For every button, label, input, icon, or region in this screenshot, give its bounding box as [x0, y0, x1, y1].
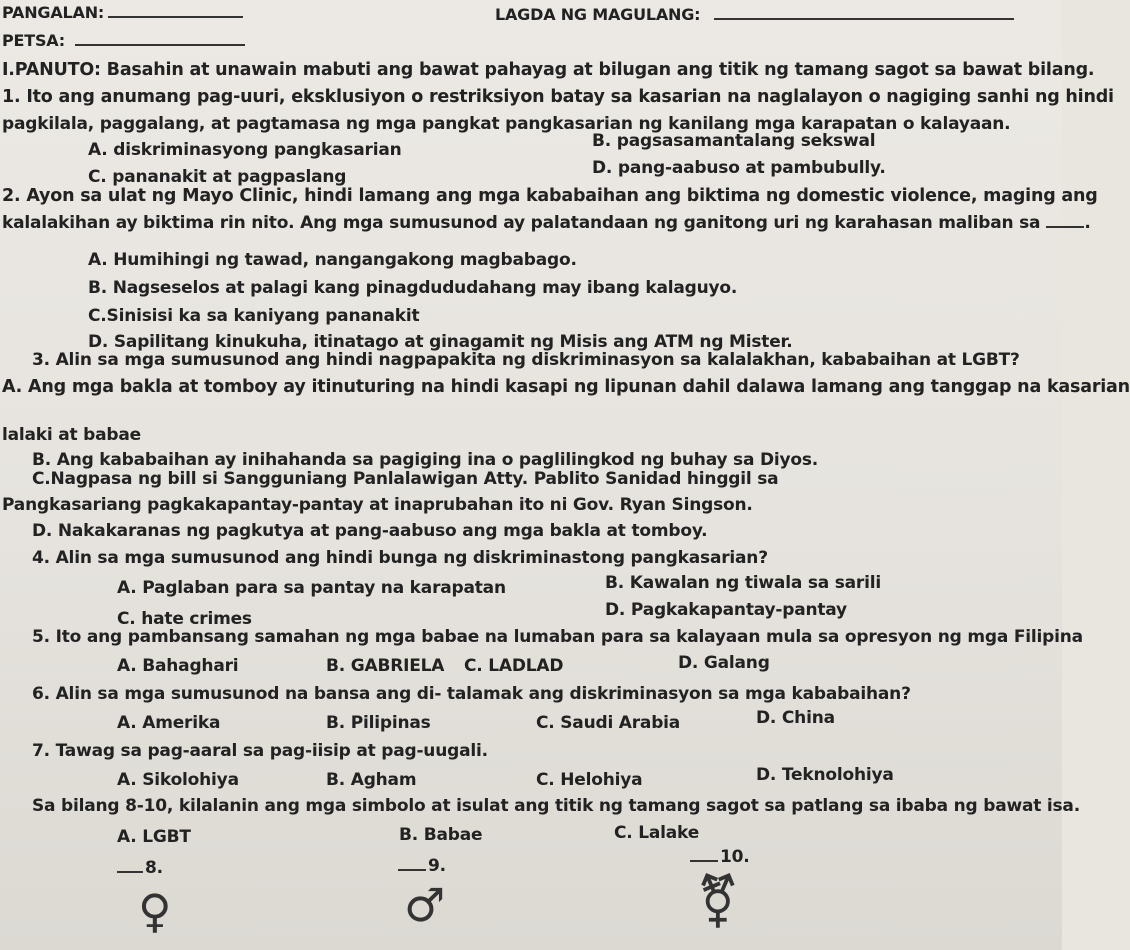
q1-option-d[interactable]: D. pang-aabuso at pambubully. [592, 158, 886, 178]
q1-stem-line2: pagkilala, paggalang, at pagtamasa ng mga pangkat pangkasarian ng kanilang mga karapatan o kalayaan. [2, 114, 1011, 134]
q6-option-d[interactable]: D. China [756, 708, 835, 728]
transgender-symbol-icon: ⚧ [696, 872, 740, 932]
q6-option-a[interactable]: A. Amerika [117, 713, 221, 733]
item-10: 10. [690, 846, 750, 867]
q3-option-a-line2[interactable]: lalaki at babae [2, 425, 141, 445]
q4-option-b[interactable]: B. Kawalan ng tiwala sa sarili [605, 573, 881, 593]
choice-c: C. Lalake [614, 823, 700, 843]
q4-option-c[interactable]: C. hate crimes [117, 609, 252, 629]
q1-option-b[interactable]: B. pagsasamantalang sekswal [592, 131, 876, 151]
q2-answer-blank[interactable] [1046, 212, 1084, 228]
petsa-label: PETSA: [2, 30, 245, 51]
q1-stem-line1: 1. Ito ang anumang pag-uuri, eksklusiyon o restriksiyon batay sa kasarian na naglalayon o nagiging sanhi ng hindi [2, 87, 1114, 107]
q3-stem: 3. Alin sa mga sumusunod ang hindi nagpapakita ng diskriminasyon sa kalalakhan, kababaihan at LGBT? [32, 350, 1020, 370]
q2-option-a[interactable]: A. Humihingi ng tawad, nangangakong magbabago. [88, 250, 577, 270]
q3-option-c-line2[interactable]: Pangkasariang pagkakapantay-pantay at inaprubahan ito ni Gov. Ryan Singson. [2, 495, 753, 515]
item-8: 8. [117, 857, 163, 878]
q2-stem-line2: kalalakihan ay biktima rin nito. Ang mga sumusunod ay palatandaan ng ganitong uri ng karahasan maliban sa . [2, 213, 1091, 233]
q2-stem-line1: 2. Ayon sa ulat ng Mayo Clinic, hindi lamang ang mga kababaihan ang biktima ng domestic violence, maging ang [2, 186, 1098, 206]
q5-option-d[interactable]: D. Galang [678, 653, 770, 673]
lagda-blank[interactable] [714, 4, 1014, 20]
q7-option-c[interactable]: C. Helohiya [536, 770, 643, 790]
item-10-blank[interactable] [690, 846, 718, 862]
q6-stem: 6. Alin sa mga sumusunod na bansa ang di- talamak ang diskriminasyon sa mga kababaihan? [32, 684, 911, 704]
instructions: I.PANUTO: Basahin at unawain mabuti ang bawat pahayag at bilugan ang titik ng tamang sagot sa bawat bilang. [2, 60, 1095, 80]
q3-option-c-line1[interactable]: C.Nagpasa ng bill si Sangguniang Panlalawigan Atty. Pablito Sanidad hinggil sa [32, 469, 779, 489]
q6-option-c[interactable]: C. Saudi Arabia [536, 713, 681, 733]
lagda-label: LAGDA NG MAGULANG: [495, 4, 1014, 25]
q7-option-a[interactable]: A. Sikolohiya [117, 770, 239, 790]
q1-option-c[interactable]: C. pananakit at pagpaslang [88, 167, 347, 187]
q4-stem: 4. Alin sa mga sumusunod ang hindi bunga ng diskriminastong pangkasarian? [32, 548, 768, 568]
q3-option-d[interactable]: D. Nakakaranas ng pagkutya at pang-aabuso ang mga bakla at tomboy. [32, 521, 708, 541]
q5-option-a[interactable]: A. Bahaghari [117, 656, 239, 676]
pangalan-label: PANGALAN: [2, 2, 243, 23]
q5-option-b[interactable]: B. GABRIELA [326, 656, 445, 676]
q7-stem: 7. Tawag sa pag-aaral sa pag-iisip at pag-uugali. [32, 741, 488, 761]
male-symbol-icon: ♂ [404, 878, 446, 932]
q3-option-b[interactable]: B. Ang kababaihan ay inihahanda sa pagiging ina o paglilingkod ng buhay sa Diyos. [32, 450, 819, 470]
q7-option-b[interactable]: B. Agham [326, 770, 417, 790]
q4-option-d[interactable]: D. Pagkakapantay-pantay [605, 600, 847, 620]
item-9: 9. [398, 855, 446, 876]
part2-instruction: Sa bilang 8-10, kilalanin ang mga simbolo at isulat ang titik ng tamang sagot sa patlang sa ibaba ng bawat isa. [32, 796, 1080, 816]
q2-option-c[interactable]: C.Sinisisi ka sa kaniyang pananakit [88, 306, 420, 326]
q5-stem: 5. Ito ang pambansang samahan ng mga babae na lumaban para sa kalayaan mula sa opresyon ng mga Filipina [32, 627, 1083, 647]
q2-option-d[interactable]: D. Sapilitang kinukuha, itinatago at ginagamit ng Misis ang ATM ng Mister. [88, 332, 793, 352]
q4-option-a[interactable]: A. Paglaban para sa pantay na karapatan [117, 578, 506, 598]
q7-option-d[interactable]: D. Teknolohiya [756, 765, 894, 785]
choice-b: B. Babae [399, 825, 483, 845]
item-9-blank[interactable] [398, 855, 426, 871]
petsa-blank[interactable] [75, 30, 245, 46]
q1-option-a[interactable]: A. diskriminasyong pangkasarian [88, 140, 402, 160]
choice-a: A. LGBT [117, 827, 191, 847]
q6-option-b[interactable]: B. Pilipinas [326, 713, 431, 733]
q2-option-b[interactable]: B. Nagseselos at palagi kang pinagdududahang may ibang kalaguyo. [88, 278, 738, 298]
female-symbol-icon: ♀ [138, 884, 172, 938]
q5-option-c[interactable]: C. LADLAD [464, 656, 564, 676]
item-8-blank[interactable] [117, 857, 143, 873]
pangalan-blank[interactable] [108, 2, 243, 18]
q3-option-a-line1[interactable]: A. Ang mga bakla at tomboy ay itinuturing na hindi kasapi ng lipunan dahil dalawa lamang ang tanggap na kasarian [2, 377, 1130, 397]
